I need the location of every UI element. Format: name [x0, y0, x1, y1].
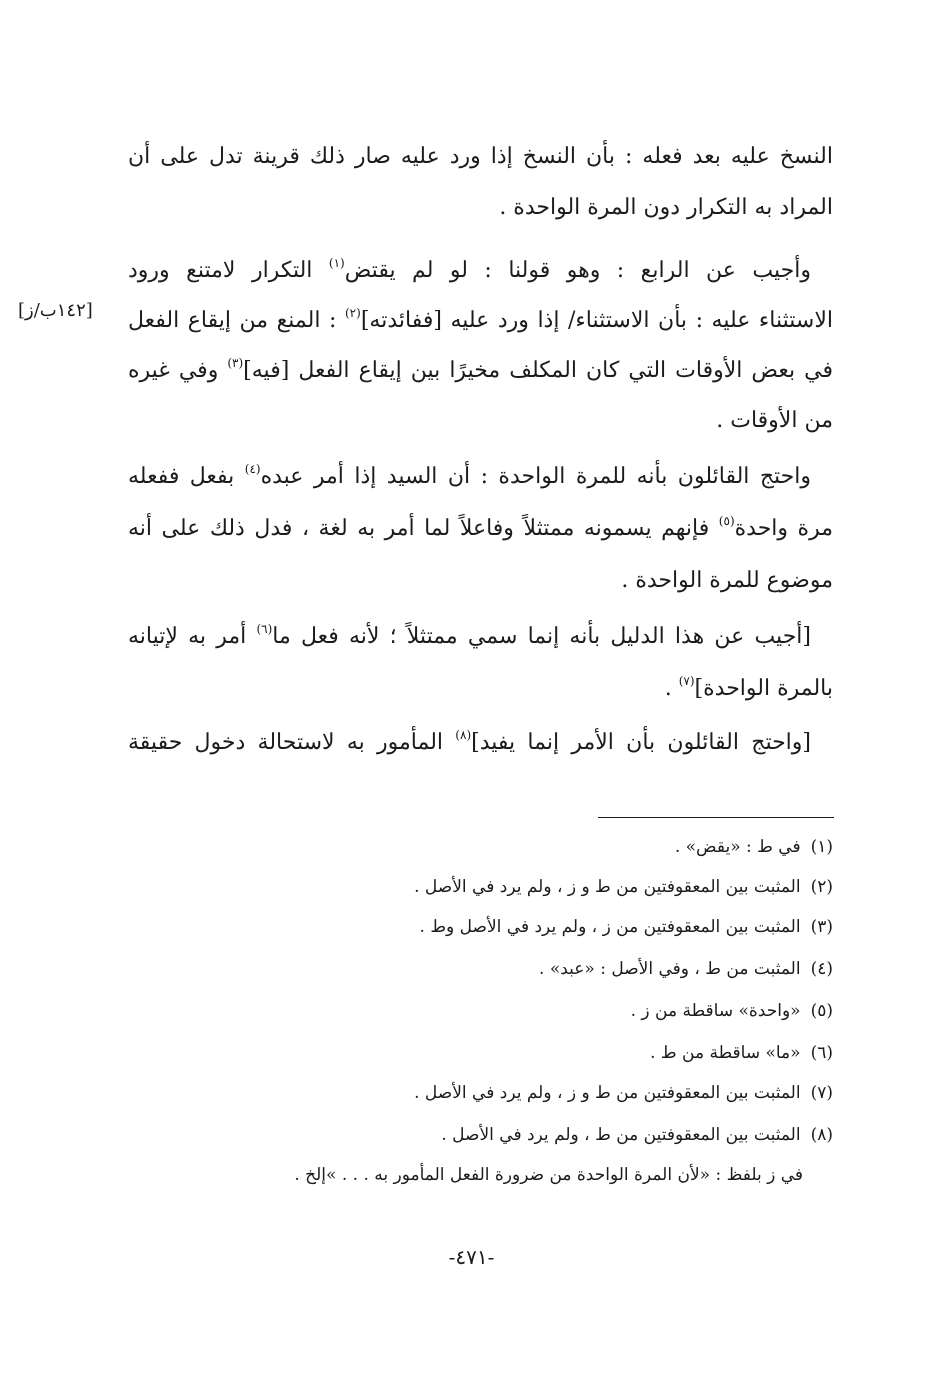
body-line-1: النسخ عليه بعد فعله : بأن النسخ إذا ورد عليه صار ذلك قرينة تدل على أن	[128, 144, 833, 169]
footnote-7: (٧)المثبت بين المعقوفتين من ط و ز ، ولم يرد في الأصل .	[414, 1083, 833, 1103]
body-line-8: مرة واحدة$^{(٥)}$ فإنهم يسمونه ممتثلاً وفاعلاً لما أمر به لغة ، فدل ذلك على أنه	[128, 514, 834, 541]
footnote-6: (٦)«ما» ساقطة من ط .	[650, 1043, 833, 1063]
footnote-3: (٣)المثبت بين المعقوفتين من ز ، ولم يرد في الأصل وط .	[419, 917, 833, 937]
body-line-9: موضوع للمرة الواحدة .	[621, 568, 833, 593]
footnote-separator	[598, 817, 834, 818]
footnote-8: (٨)المثبت بين المعقوفتين من ط ، ولم يرد في الأصل .	[441, 1125, 833, 1145]
body-line-10: [أجيب عن هذا الدليل بأنه إنما سمي ممتثلاً ؛ لأنه فعل ما$^{(٦)}$ أمر به لإتيانه	[128, 622, 811, 649]
footnote-8-continuation: في ز بلفظ : «لأن المرة الواحدة من ضرورة الفعل المأمور به . . . »إلخ .	[294, 1165, 803, 1185]
page-number: -٤٧١-	[448, 1245, 495, 1269]
body-line-6: من الأوقات .	[716, 408, 833, 433]
body-line-2: المراد به التكرار دون المرة الواحدة .	[499, 195, 833, 220]
body-line-5: في بعض الأوقات التي كان المكلف مخيرًا بين إيقاع الفعل [فيه]$^{(٣)}$ وفي غيره	[128, 356, 833, 383]
footnote-4: (٤)المثبت من ط ، وفي الأصل : «عبد» .	[539, 959, 833, 979]
margin-folio-note: [١٤٢ب/ز]	[18, 300, 93, 321]
footnote-2: (٢)المثبت بين المعقوفتين من ط و ز ، ولم يرد في الأصل .	[414, 877, 833, 897]
body-line-4: الاستثناء عليه : بأن الاستثناء/ إذا ورد عليه [ففائدته]$^{(٢)}$ : المنع من إيقاع الفعل	[128, 306, 833, 333]
body-line-7: واحتج القائلون بأنه للمرة الواحدة : أن السيد إذا أمر عبده$^{(٤)}$ بفعل ففعله	[128, 462, 811, 489]
footnote-5: (٥)«واحدة» ساقطة من ز .	[630, 1001, 833, 1021]
body-line-11: بالمرة الواحدة]$^{(٧)}$ .	[664, 674, 833, 701]
footnote-1: (١)في ط : «يقض» .	[674, 837, 833, 857]
body-line-3: وأجيب عن الرابع : وهو قولنا : لو لم يقتض$^{(١)}$ التكرار لامتنع ورود	[128, 256, 811, 283]
body-line-12: [واحتج القائلون بأن الأمر إنما يفيد]$^{(٨)}$ المأمور به لاستحالة دخول حقيقة	[128, 728, 812, 755]
